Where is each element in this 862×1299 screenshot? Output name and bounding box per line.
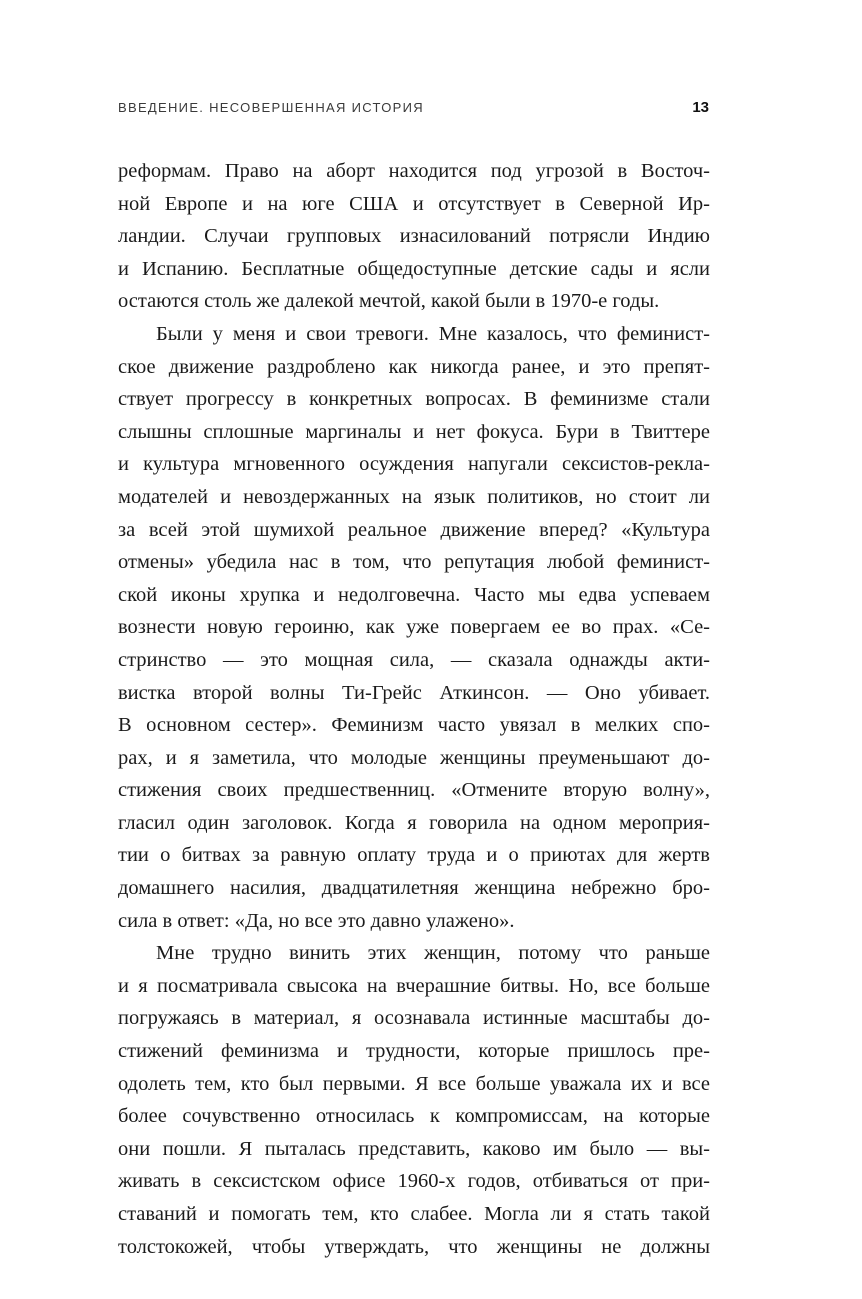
text-line: они пошли. Я пыталась представить, каково им было — вы-	[118, 1137, 710, 1160]
body-text	[118, 155, 710, 1263]
text-line: ское движение раздроблено как никогда ранее, и это препят-	[118, 355, 710, 378]
text-line: живать в сексистском офисе 1960-х годов, отбиваться от при-	[118, 1170, 710, 1193]
paragraph	[118, 155, 710, 318]
text-line: гласил один заголовок. Когда я говорила на одном мероприя-	[118, 811, 710, 834]
text-line: Были у меня и свои тревоги. Мне казалось, что феминист-	[156, 322, 710, 345]
text-line: домашнего насилия, двадцатилетняя женщина небрежно бро-	[118, 877, 710, 900]
text-line: отмены» убедила нас в том, что репутация любой феминист-	[118, 551, 710, 574]
running-head	[118, 100, 713, 120]
text-line: сила в ответ: «Да, но все это давно улажено».	[118, 909, 515, 932]
page-number: 13	[692, 99, 709, 116]
text-line: вознести новую героиню, как уже повергаем ее во прах. «Се-	[118, 616, 710, 639]
text-line: и Испанию. Бесплатные общедоступные детские сады и ясли	[118, 257, 710, 280]
paragraph	[118, 937, 710, 1263]
text-line: более сочувственно относилась к компромиссам, на которые	[118, 1105, 710, 1128]
text-line: ной Европе и на юге США и отсутствует в Северной Ир-	[118, 192, 710, 215]
text-line: стижения своих предшественниц. «Отмените вторую волну»,	[118, 779, 710, 802]
text-line: ставаний и помогать тем, кто слабее. Могла ли я стать такой	[118, 1203, 710, 1225]
paragraph	[118, 318, 710, 937]
text-line: стринство — это мощная сила, — сказала однажды акти-	[118, 648, 710, 671]
text-line: ствует прогрессу в конкретных вопросах. В феминизме стали	[118, 388, 710, 411]
text-line: одолеть тем, кто был первыми. Я все больше уважала их и все	[118, 1072, 710, 1095]
text-line: толстокожей, чтобы утверждать, что женщины не должны	[118, 1235, 710, 1258]
text-line: реформам. Право на аборт находится под угрозой в Восточ-	[118, 160, 710, 182]
text-line: В основном сестер». Феминизм часто увязал в мелких спо-	[118, 714, 710, 737]
text-line: вистка второй волны Ти-Грейс Аткинсон. — Оно убивает.	[118, 681, 710, 704]
text-line: стижений феминизма и трудности, которые пришлось пре-	[118, 1040, 710, 1063]
text-line: за всей этой шумихой реальное движение вперед? «Культура	[118, 518, 710, 541]
text-line: и я посматривала свысока на вчерашние битвы. Но, все больше	[118, 974, 710, 997]
text-line: модателей и невоздержанных на язык политиков, но стоит ли	[118, 485, 710, 508]
text-line: Мне трудно винить этих женщин, потому что раньше	[156, 942, 710, 965]
text-line: ландии. Случаи групповых изнасилований потрясли Индию	[118, 225, 710, 248]
text-line: слышны сплошные маргиналы и нет фокуса. Бури в Твиттере	[118, 420, 710, 443]
text-line: погружаясь в материал, я осознавала истинные масштабы до-	[118, 1007, 710, 1030]
text-line: рах, и я заметила, что молодые женщины преуменьшают до-	[118, 746, 710, 769]
text-line: ской иконы хрупка и недолговечна. Часто мы едва успеваем	[118, 583, 710, 606]
running-title: ВВЕДЕНИЕ. НЕСОВЕРШЕННАЯ ИСТОРИЯ	[118, 100, 424, 115]
text-line: остаются столь же далекой мечтой, какой были в 1970-е годы.	[118, 290, 660, 313]
text-line: тии о битвах за равную оплату труда и о приютах для жертв	[118, 844, 710, 867]
text-line: и культура мгновенного осуждения напугали сексистов-рекла-	[118, 453, 710, 476]
